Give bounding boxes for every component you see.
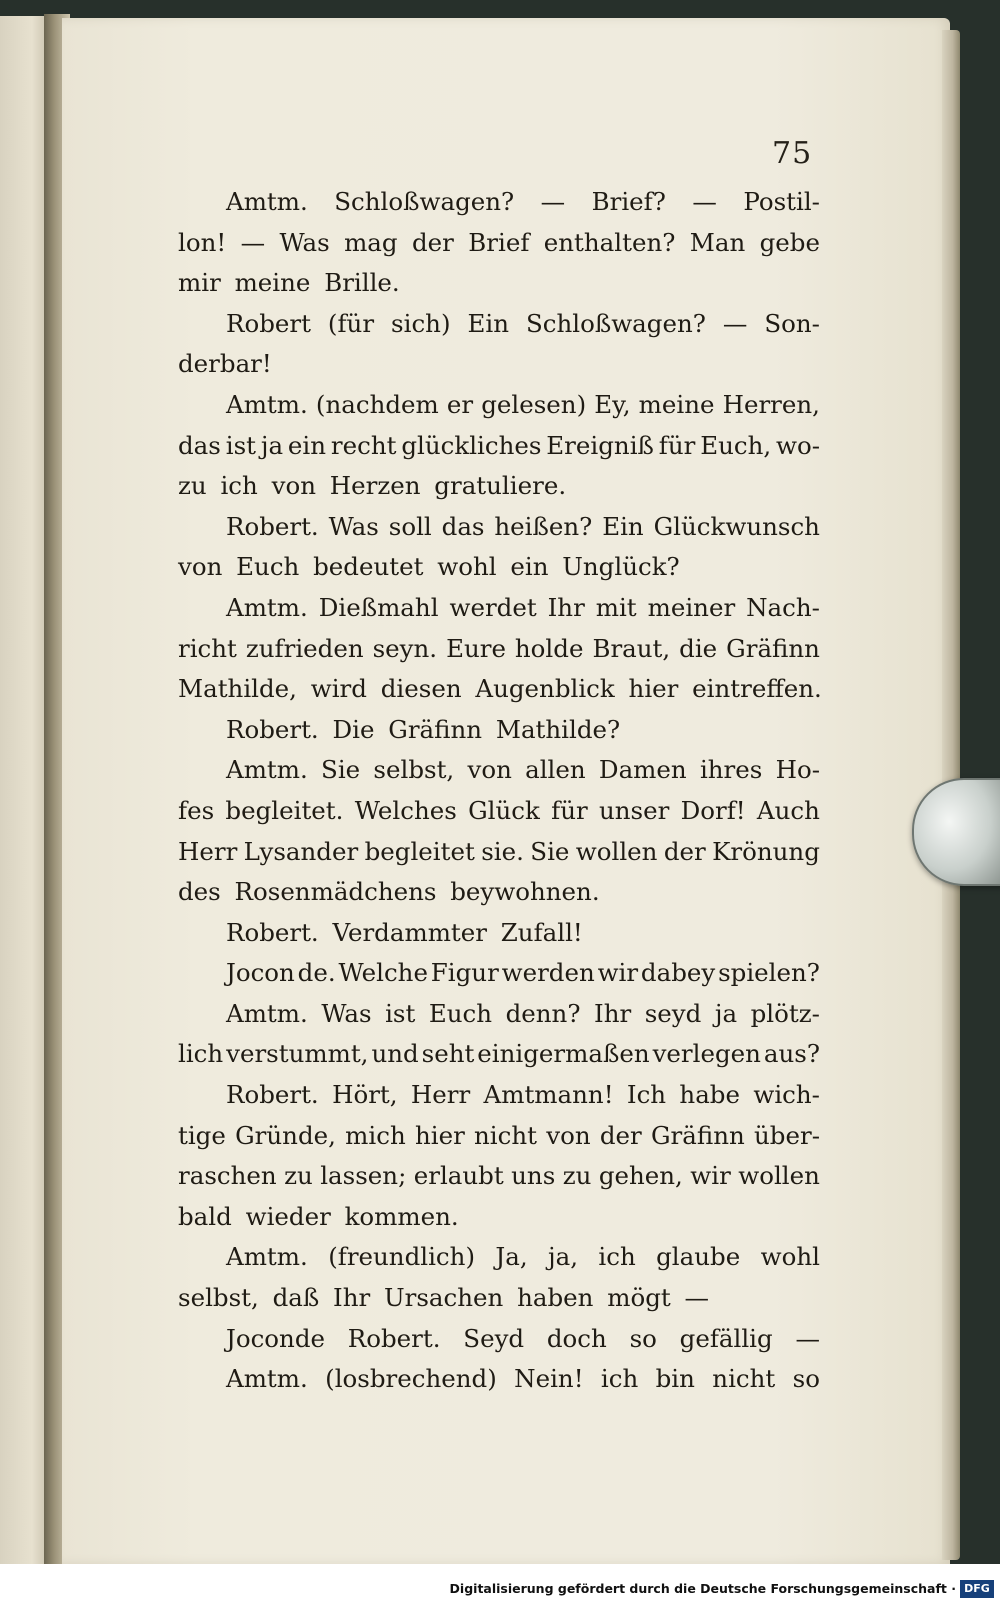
funding-credit: Digitalisierung gefördert durch die Deutsche Forschungsgemeinschaft · [449,1581,956,1596]
text-line: derbar! [178,349,272,379]
text-line: Robert (für sich) Ein Schloßwagen? — Son- [226,308,820,338]
text-line: des Rosenmädchens beywohnen. [178,877,600,907]
text-line: fes begleitet. Welches Glück für unser Dorf! Auch [178,795,820,825]
text-line: von Euch bedeutet wohl ein Unglück? [178,552,680,582]
text-line: lon! — Was mag der Brief enthalten? Man gebe [178,227,820,257]
text-line: zu ich von Herzen gratuliere. [178,471,567,501]
text-line: Robert. Verdammter Zufall! [226,917,583,947]
text-line: tige Gründe, mich hier nicht von der Gräfinn über- [178,1120,820,1150]
text-line: selbst, daß Ihr Ursachen haben mögt — [178,1283,710,1313]
text-line: bald wieder kommen. [178,1201,459,1231]
page-number: 75 [772,136,813,171]
text-line: Robert. Was soll das heißen? Ein Glückwunsch [226,511,820,541]
text-line: Amtm. Was ist Euch denn? Ihr seyd ja plötz- [226,998,820,1028]
text-line: das ist ja ein recht glückliches Ereigniß für Euch, wo- [178,430,820,460]
footer-bar [0,1564,1000,1604]
text-line: lich verstummt, und seht einigermaßen verlegen aus? [178,1039,820,1069]
text-line: Amtm. Schloßwagen? — Brief? — Postil- [226,187,820,216]
page-text [178,182,820,1400]
text-line: Amtm. (nachdem er gelesen) Ey, meine Herren, [226,389,820,419]
text-line: Amtm. (freundlich) Ja, ja, ich glaube wohl [226,1242,820,1272]
text-line: richt zufrieden seyn. Eure holde Braut, die Gräfinn [178,633,820,663]
text-line: Amtm. Dießmahl werdet Ihr mit meiner Nach- [226,592,820,622]
text-line: Mathilde, wird diesen Augenblick hier eintreffen. [178,674,822,704]
text-line: Amtm. (losbrechend) Nein! ich bin nicht so [226,1364,820,1394]
text-line: Herr Lysander begleitet sie. Sie wollen der Krönung [178,836,820,866]
text-line: Robert. Die Gräfinn Mathilde? [226,714,621,744]
text-line: raschen zu lassen; erlaubt uns zu gehen, wir wollen [178,1161,820,1191]
text-line: Joconde Robert. Seyd doch so gefällig — [226,1323,820,1353]
text-line: mir meine Brille. [178,268,400,298]
dfg-logo: DFG [960,1580,994,1598]
text-line: Jocon de. Welche Figur werden wir dabey spielen? [226,958,820,988]
text-line: Robert. Hört, Herr Amtmann! Ich habe wich- [226,1080,820,1110]
text-line: Amtm. Sie selbst, von allen Damen ihres Ho- [226,755,820,785]
